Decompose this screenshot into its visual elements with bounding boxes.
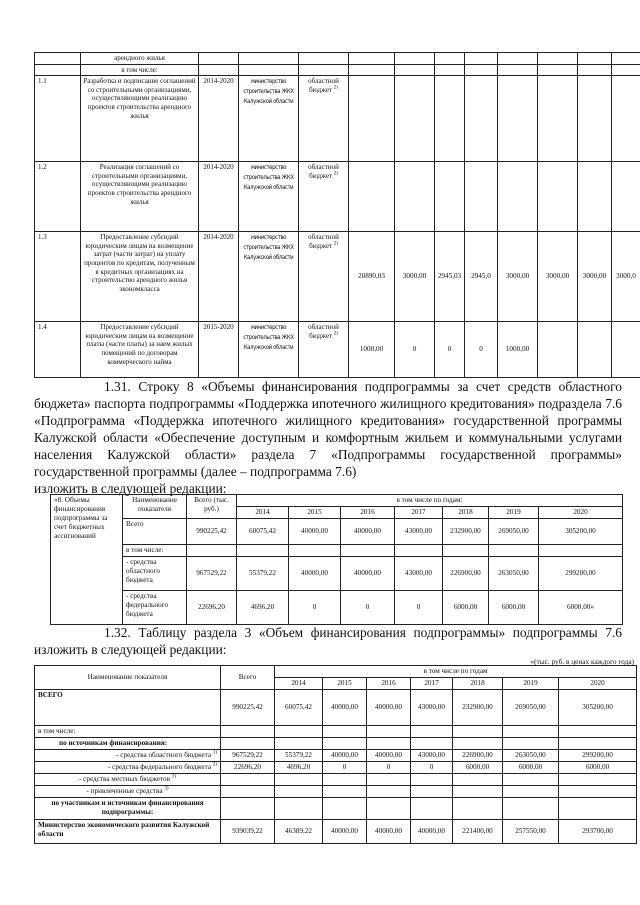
value-cell: 6000,00» (539, 591, 623, 625)
paragraph-1-32: 1.32. Таблицу раздела 3 «Объем финансирования подпрограммы» подпрограммы 7.6 изложить в следующей редакции: (34, 625, 622, 657)
year-header: 2019 (489, 507, 539, 519)
value-cell: 40000,00 (323, 750, 367, 762)
passport-row-label: «8. Объемы финансирования подпрограммы за счет бюджетных ассигнований (51, 495, 123, 625)
table-row (35, 750, 637, 762)
value-cell (349, 76, 395, 162)
row-label: - средства областного бюджета (123, 557, 187, 591)
value-cell: 299200,00 (559, 750, 637, 762)
value-cell: 257550,00 (503, 820, 559, 844)
value-cell: 6000,00 (443, 591, 489, 625)
paragraph-1-31-tail: изложить в следующей редакции: (34, 481, 227, 496)
value-cell: 0 (411, 762, 453, 774)
value-cell: 1000,00 (498, 322, 538, 378)
measure-source: областной бюджет $^{2)}$ (299, 162, 349, 232)
year-header: 2015 (289, 507, 341, 519)
value-cell: 6000,00 (503, 762, 559, 774)
value-cell: 269050,00 (503, 690, 559, 726)
value-cell (578, 162, 612, 232)
value-cell: 0 (289, 591, 341, 625)
value-cell: 0 (367, 762, 411, 774)
row-label: - средства местных бюджетов $^{3)}$ (35, 774, 221, 786)
year-header: 2019 (503, 678, 559, 690)
value-cell: 990225,42 (221, 690, 275, 726)
row-label: - средства областного бюджета $^{1)}$ (35, 750, 221, 762)
value-cell: 60075,42 (275, 690, 323, 726)
row-label: - средства федерального бюджета $^{2)}$ (35, 762, 221, 774)
value-cell (612, 322, 640, 378)
table-row (35, 162, 640, 232)
value-cell (395, 76, 435, 162)
year-header: 2018 (453, 678, 503, 690)
value-cell: 221400,00 (453, 820, 503, 844)
table-row (51, 591, 623, 625)
value-cell: 46389,22 (275, 820, 323, 844)
value-cell: 40000,00 (411, 820, 453, 844)
row-number: 1.2 (35, 162, 81, 232)
value-cell (578, 76, 612, 162)
value-cell (349, 162, 395, 232)
year-header: 2016 (367, 678, 411, 690)
measure-name: Реализация соглашений со строительными организациями, осуществляющими реализацию проектов строительства арендного жилья (81, 162, 199, 232)
value-cell: 967529,22 (221, 750, 275, 762)
value-cell: 939039,22 (221, 820, 275, 844)
value-cell (538, 322, 578, 378)
cell-empty (35, 53, 81, 65)
value-cell: 2945,03 (435, 232, 465, 322)
header-continuation-text: арендного жилья (81, 53, 199, 65)
measure-source: областной бюджет $^{2)}$ (299, 76, 349, 162)
value-cell: 43000,00 (395, 557, 443, 591)
measure-executor: министерство строительства ЖКХ Калужской области (239, 76, 299, 162)
value-cell: 990225,42 (187, 519, 237, 545)
value-cell: 0 (395, 322, 435, 378)
table-row (35, 76, 640, 162)
value-cell: 6000,00 (489, 591, 539, 625)
value-cell: 3000,00 (395, 232, 435, 322)
row-label: Всего (123, 519, 187, 545)
row-label: Министерство экономического развития Калужской области (35, 820, 221, 844)
value-cell: 232900,00 (443, 519, 489, 545)
value-cell: 0 (395, 591, 443, 625)
table-row (35, 820, 637, 844)
value-cell: 0 (435, 322, 465, 378)
value-cell: 1000,00 (349, 322, 395, 378)
value-cell: 0 (465, 322, 498, 378)
row-label: в том числе: (123, 545, 187, 557)
value-cell: 305200,00 (539, 519, 623, 545)
value-cell: 3000,0 (612, 232, 640, 322)
year-header: 2017 (411, 678, 453, 690)
value-cell: 40000,00 (341, 557, 395, 591)
value-cell: 293700,00 (559, 820, 637, 844)
value-cell: 40000,00 (323, 690, 367, 726)
value-cell: 2945,0 (465, 232, 498, 322)
table-row (51, 557, 623, 591)
value-cell: 226900,00 (443, 557, 489, 591)
value-cell (538, 76, 578, 162)
table-row (35, 762, 637, 774)
year-header: 2014 (237, 507, 289, 519)
value-cell (465, 76, 498, 162)
col-indicator-header: Наименование показателя (123, 495, 187, 519)
value-cell: 40000,00 (367, 690, 411, 726)
value-cell: 22696,20 (221, 762, 275, 774)
measure-source: областной бюджет $^{2)}$ (299, 322, 349, 378)
value-cell: 3000,00 (498, 232, 538, 322)
value-cell: 40000,00 (367, 820, 411, 844)
financing-volume-table (34, 665, 637, 844)
row-label: - привлеченные средства $^{3)}$ (35, 786, 221, 798)
col-total-header: Всего (тыс. руб.) (187, 495, 237, 519)
year-header: 2017 (395, 507, 443, 519)
year-header: 2018 (443, 507, 489, 519)
including-label: в том числе: (81, 64, 199, 76)
value-cell (612, 76, 640, 162)
passport-row-8-table (50, 494, 623, 625)
units-note: «(тыс. руб. в ценах каждого года) (530, 657, 634, 666)
table-row (51, 519, 623, 545)
measures-table (34, 52, 640, 378)
col-indicator-header: Наименование показателя (35, 666, 221, 690)
year-header: 2014 (275, 678, 323, 690)
value-cell: 55379,22 (237, 557, 289, 591)
year-header: 2020 (559, 678, 637, 690)
year-header: 2016 (341, 507, 395, 519)
measure-period: 2014-2020 (199, 232, 239, 322)
value-cell: 226900,00 (453, 750, 503, 762)
row-label: ВСЕГО (35, 690, 221, 726)
value-cell (435, 162, 465, 232)
table-row (35, 232, 640, 322)
value-cell: 20890,03 (349, 232, 395, 322)
value-cell: 40000,00 (341, 519, 395, 545)
table-row (35, 322, 640, 378)
value-cell (465, 162, 498, 232)
row-label: - средства федерального бюджета (123, 591, 187, 625)
value-cell: 22696,20 (187, 591, 237, 625)
value-cell (498, 76, 538, 162)
value-cell: 232900,00 (453, 690, 503, 726)
row-number: 1.3 (35, 232, 81, 322)
row-label: по участникам и источникам финансирования подпрограммы: (35, 798, 221, 820)
measure-name: Разработка и подписание соглашений со строительными организациями, осуществляющими реализацию проектов строительства арендного жилья (81, 76, 199, 162)
value-cell: 3000,00 (578, 232, 612, 322)
value-cell: 263050,00 (489, 557, 539, 591)
value-cell (498, 162, 538, 232)
value-cell: 6000,00 (559, 762, 637, 774)
value-cell (612, 162, 640, 232)
col-total-header: Всего (221, 666, 275, 690)
value-cell: 55379,22 (275, 750, 323, 762)
row-label: по источникам финансирования: (35, 738, 221, 750)
value-cell (395, 162, 435, 232)
value-cell: 6000,00 (453, 762, 503, 774)
value-cell: 40000,00 (323, 820, 367, 844)
value-cell: 0 (323, 762, 367, 774)
value-cell: 60075,42 (237, 519, 289, 545)
measure-name: Предоставление субсидий юридическим лицам на возмещение затрат (части затрат) на уплату процентов по кредитам, полученным в кредитных организациях на строительство арендного жилья экономкласса (81, 232, 199, 322)
row-number: 1.1 (35, 76, 81, 162)
row-number: 1.4 (35, 322, 81, 378)
col-including-header: в том числе по годам: (237, 495, 623, 507)
year-header: 2015 (323, 678, 367, 690)
value-cell: 4696,20 (275, 762, 323, 774)
value-cell (538, 162, 578, 232)
value-cell: 4696,20 (237, 591, 289, 625)
measure-period: 2015-2020 (199, 322, 239, 378)
value-cell: 43000,00 (411, 750, 453, 762)
measure-executor: министерство строительства ЖКХ Калужской области (239, 162, 299, 232)
value-cell: 299200,00 (539, 557, 623, 591)
col-including-header: в том числе по годам (275, 666, 637, 678)
measure-executor: министерство строительства ЖКХ Калужской области (239, 232, 299, 322)
value-cell: 43000,00 (395, 519, 443, 545)
value-cell: 3000,00 (538, 232, 578, 322)
measure-executor: министерство строительства ЖКХ Калужской области (239, 322, 299, 378)
value-cell: 967529,22 (187, 557, 237, 591)
paragraph-1-31: 1.31. Строку 8 «Объемы финансирования подпрограммы за счет средств областного бюджета» паспорта подпрограммы «Поддержка ипотечного жилищного кредитования» подраздела 7.6 «Подпрограмма «Поддержка ипотечного жилищного кредитования» государственной программы Калужской области «Обеспечение доступным и комфортным жильем и коммунальными услугами населения Калужской области» раздела 7 «Подпрограммы государственной программы» государственной программы (далее – подпрограмма 7.6) (34, 379, 622, 479)
value-cell (578, 322, 612, 378)
year-header: 2020 (539, 507, 623, 519)
measure-name: Предоставление субсидий юридическим лицам на возмещение платы (части платы) за наем жилых помещений по договорам коммерческого найма (81, 322, 199, 378)
value-cell: 40000,00 (289, 519, 341, 545)
measure-source: областной бюджет $^{2)}$ (299, 232, 349, 322)
value-cell: 43000,00 (411, 690, 453, 726)
row-label: в том числе: (35, 726, 221, 738)
measure-period: 2014-2020 (199, 76, 239, 162)
value-cell: 40000,00 (367, 750, 411, 762)
measure-period: 2014-2020 (199, 162, 239, 232)
value-cell: 263050,00 (503, 750, 559, 762)
value-cell: 269050,00 (489, 519, 539, 545)
value-cell: 40000,00 (289, 557, 341, 591)
value-cell: 305200,00 (559, 690, 637, 726)
table-row (35, 690, 637, 726)
value-cell (435, 76, 465, 162)
value-cell: 0 (341, 591, 395, 625)
